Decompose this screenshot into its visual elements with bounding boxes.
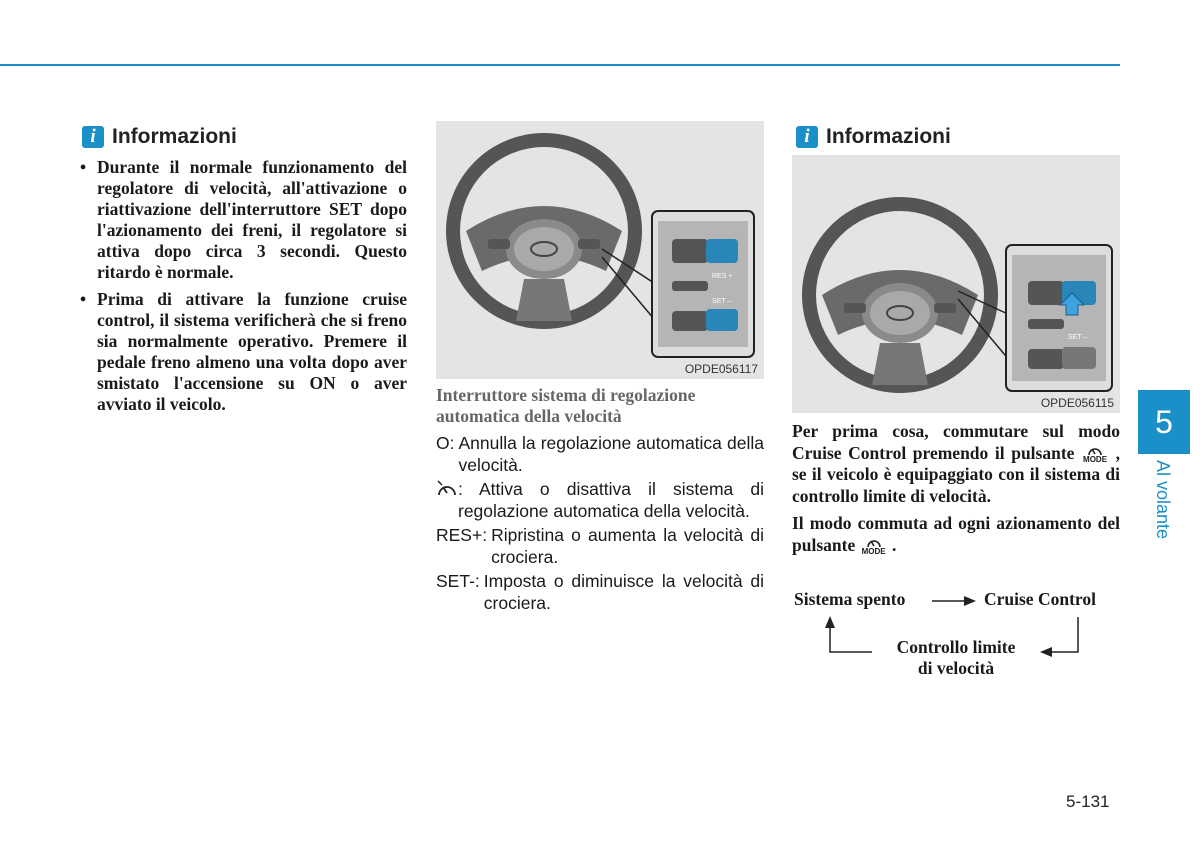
mode-instruction-paragraph xyxy=(792,421,1120,507)
paragraph-text: , se il veicolo è equipaggiato con il sistema di controllo limite di velocità. xyxy=(792,442,1121,506)
set-minus-label: SET – xyxy=(1068,334,1088,341)
flow-node-off: Sistema spento xyxy=(794,589,906,609)
info-heading-left xyxy=(82,125,237,149)
info-icon: i xyxy=(82,126,104,148)
steering-wheel-illustration xyxy=(792,155,1120,413)
arrow-left-icon xyxy=(1040,647,1052,657)
figure-code: OPDE056117 xyxy=(684,362,758,376)
paragraph-text: Per prima cosa, commutare sul modo Cruise Control premendo il pulsante xyxy=(792,421,1120,463)
info-icon: i xyxy=(796,126,818,148)
steering-wheel-figure-2 xyxy=(792,155,1120,413)
mode-button-icon xyxy=(1083,444,1107,464)
flow-node-limit-line2: di velocità xyxy=(917,658,995,678)
chapter-title-text: Al volante xyxy=(1153,460,1173,540)
flow-node-limit-line1: Controllo limite xyxy=(896,637,1016,657)
info-heading-right xyxy=(796,125,951,149)
info-heading-text: Informazioni xyxy=(826,125,951,148)
info-bullet: • Prima di attivare la funzione cruise control, il sistema verificherà che si freno sia normalmente operativo. Premere il pedale freno almeno una volta dopo aver smistato l'accensione su ON o aver avviato il veicolo. xyxy=(80,289,407,415)
paragraph-text: Il modo commuta ad ogni azionamento del pulsante xyxy=(792,513,1120,555)
flow-arrows xyxy=(790,580,1120,680)
info-heading-text: Informazioni xyxy=(112,125,237,148)
definition-row xyxy=(436,571,764,614)
header-rule xyxy=(0,64,1120,66)
button-definition-list xyxy=(436,433,764,617)
definition-row xyxy=(436,525,764,568)
info-bullet-list xyxy=(80,157,407,421)
paragraph-text: . xyxy=(891,534,897,555)
definition-term: SET-: xyxy=(436,571,480,591)
definition-desc: Ripristina o aumenta la velocità di crociera. xyxy=(491,525,764,567)
definition-row xyxy=(436,479,764,522)
info-bullet: • Durante il normale funzionamento del regolatore di velocità, all'attivazione o riattivazione dell'interruttore SET dopo l'azionamento dei freni, il regolatore si attiva dopo circa 3 secondi. Questo ritardo è normale. xyxy=(80,157,407,283)
chapter-title xyxy=(1151,460,1175,580)
steering-wheel-illustration xyxy=(436,121,764,379)
flow-node-cruise: Cruise Control xyxy=(984,589,1096,609)
mode-toggle-paragraph xyxy=(792,513,1120,556)
definition-term: RES+: xyxy=(436,525,488,545)
definition-desc: Imposta o diminuisce la velocità di crociera. xyxy=(483,571,764,613)
mode-button-icon xyxy=(862,536,886,556)
mode-label: MODE xyxy=(1083,455,1108,465)
mode-label: MODE xyxy=(861,547,886,557)
steering-wheel-figure-1 xyxy=(436,121,764,379)
speedometer-cruise-icon xyxy=(436,479,458,522)
definition-desc: : Attiva o disattiva il sistema di regolazione automatica della velocità. xyxy=(458,479,764,521)
res-plus-label: RES + xyxy=(712,273,733,280)
page-number: 5-131 xyxy=(1066,792,1110,811)
definition-row xyxy=(436,433,764,476)
set-minus-label: SET – xyxy=(712,298,732,305)
definition-desc: Annulla la regolazione automatica della velocità. xyxy=(458,433,764,475)
arrow-up-icon xyxy=(825,616,835,628)
arrow-right-icon xyxy=(964,596,976,606)
figure-caption: Interruttore sistema di regolazione automatica della velocità xyxy=(436,385,696,426)
chapter-number-tab: 5 xyxy=(1138,390,1190,454)
definition-term: O: xyxy=(436,433,455,453)
figure-code: OPDE056115 xyxy=(1040,396,1114,410)
